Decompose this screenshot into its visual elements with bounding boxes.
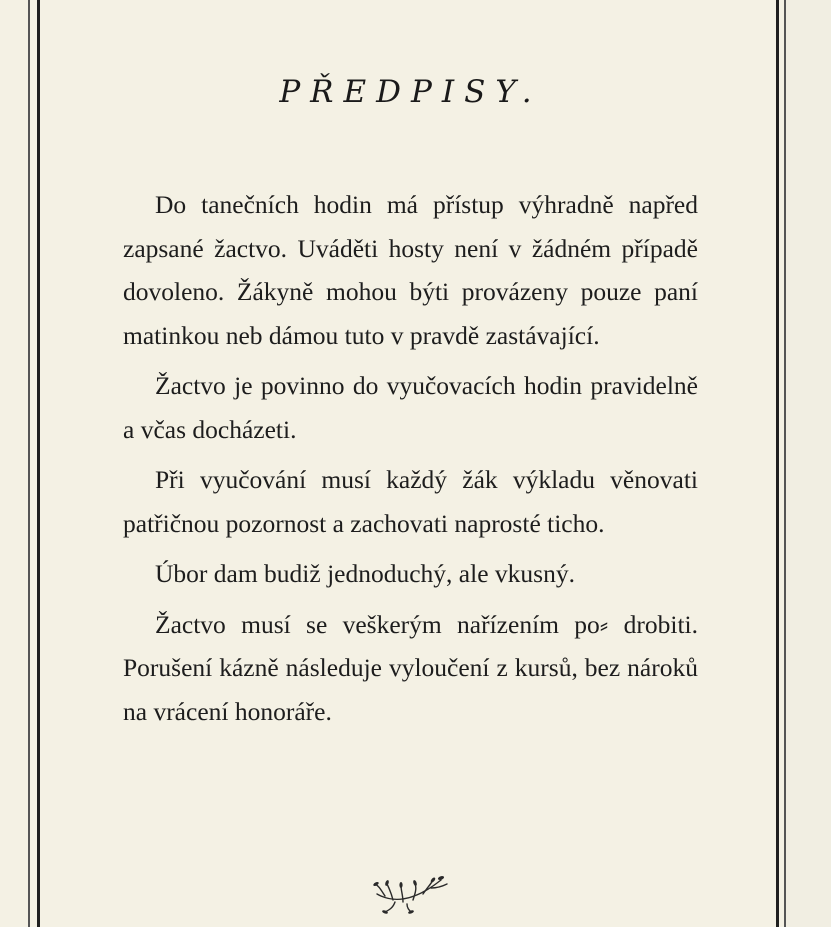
- rule-paragraph-2: Žactvo je povinno do vyučovacích hodin pravidelně a včas docházeti.: [123, 371, 698, 444]
- rule-paragraph-5: Žactvo musí se veškerým nařízením po⸗ drobiti. Porušení kázně následuje vyloučení z kursů, bez nároků na vrácení honoráře.: [123, 609, 698, 726]
- page-title: PŘEDPISY.: [279, 74, 542, 110]
- rule-paragraph-1: Do tanečních hodin má přístup výhradně napřed zapsané žactvo. Uváděti hosty není v žádném případě dovoleno. Žákyně mohou býti provázeny pouze paní matinkou neb dámou tuto v pravdě zastávající.: [123, 190, 698, 350]
- left-inner-border-line: [37, 0, 40, 927]
- left-outer-border-line: [28, 0, 30, 927]
- floral-vignette-icon: [371, 872, 449, 914]
- rule-paragraph-3: Při vyučování musí každý žák výkladu věnovati patřičnou pozornost a zachovati naprosté ticho.: [123, 465, 698, 538]
- right-inner-border-line: [776, 0, 779, 927]
- rule-paragraph-4: Úbor dam budiž jednoduchý, ale vkusný.: [155, 559, 575, 588]
- right-page-margin: [786, 0, 831, 927]
- rules-text: [123, 183, 698, 740]
